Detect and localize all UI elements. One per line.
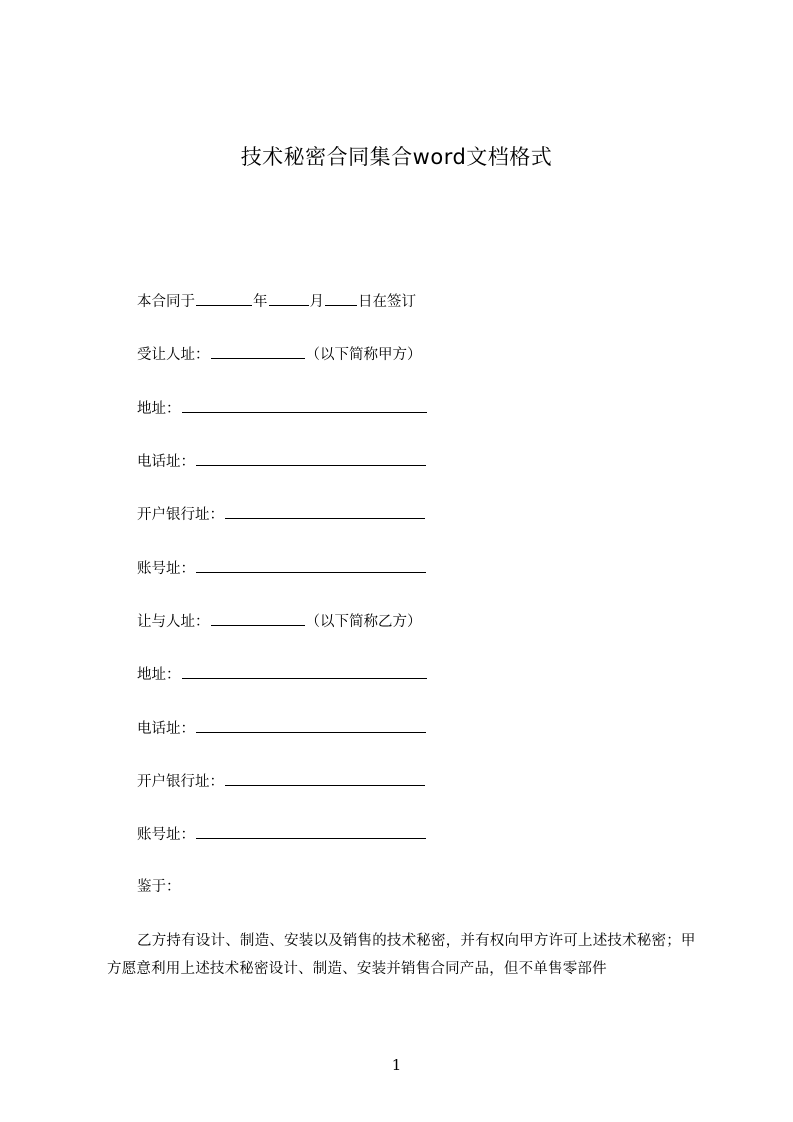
party-b-phone-label: 电话址： [137,721,195,737]
party-a-bank-blank[interactable] [225,503,425,519]
party-a-phone-line [137,450,427,472]
party-b-bank-line [137,770,426,792]
party-b-address-blank[interactable] [182,663,427,679]
party-b-address-line [137,663,428,685]
page-number: 1 [391,1056,402,1074]
party-a-address-blank[interactable] [182,397,427,413]
party-a-name-line [137,343,422,365]
party-b-account-blank[interactable] [196,823,426,839]
intro-day-suffix: 日在签订 [358,294,416,310]
date-blank-year[interactable] [196,290,252,306]
document-title: 技术秘密合同集合word文档格式 [240,145,553,169]
party-a-address-line [137,397,428,419]
party-a-bank-line [137,503,426,525]
date-blank-day[interactable] [325,290,357,306]
party-b-bank-label: 开户银行址： [137,774,224,790]
party-b-address-label: 地址： [137,667,181,683]
intro-prefix: 本合同于 [137,294,195,310]
whereas-label: 鉴于： [137,879,181,895]
party-a-account-label: 账号址： [137,561,195,577]
party-a-name-blank[interactable] [211,343,305,359]
party-b-name-line [137,610,422,632]
party-b-name-blank[interactable] [211,610,305,626]
date-blank-month[interactable] [269,290,309,306]
party-a-phone-label: 电话址： [137,454,195,470]
party-b-phone-blank[interactable] [196,717,426,733]
whereas-paragraph: 乙方持有设计、制造、安装以及销售的技术秘密，并有权向甲方许可上述技术秘密；甲方愿意利用上述技术秘密设计、制造、安装并销售合同产品，但不单售零部件 [107,933,696,977]
party-a-bank-label: 开户银行址： [137,507,224,523]
intro-line [137,290,416,312]
party-b-name-label: 让与人址： [137,614,210,630]
party-a-name-note: （以下简称甲方） [305,347,422,363]
intro-month: 月 [309,294,324,310]
party-a-account-blank[interactable] [196,557,426,573]
party-b-account-line [137,823,427,845]
party-b-name-note: （以下简称乙方） [305,614,422,630]
party-a-name-label: 受让人址： [137,347,210,363]
party-a-account-line [137,557,427,579]
party-b-phone-line [137,717,427,739]
party-a-phone-blank[interactable] [196,450,426,466]
intro-year: 年 [253,294,268,310]
party-b-bank-blank[interactable] [225,770,425,786]
party-a-address-label: 地址： [137,401,181,417]
party-b-account-label: 账号址： [137,827,195,843]
